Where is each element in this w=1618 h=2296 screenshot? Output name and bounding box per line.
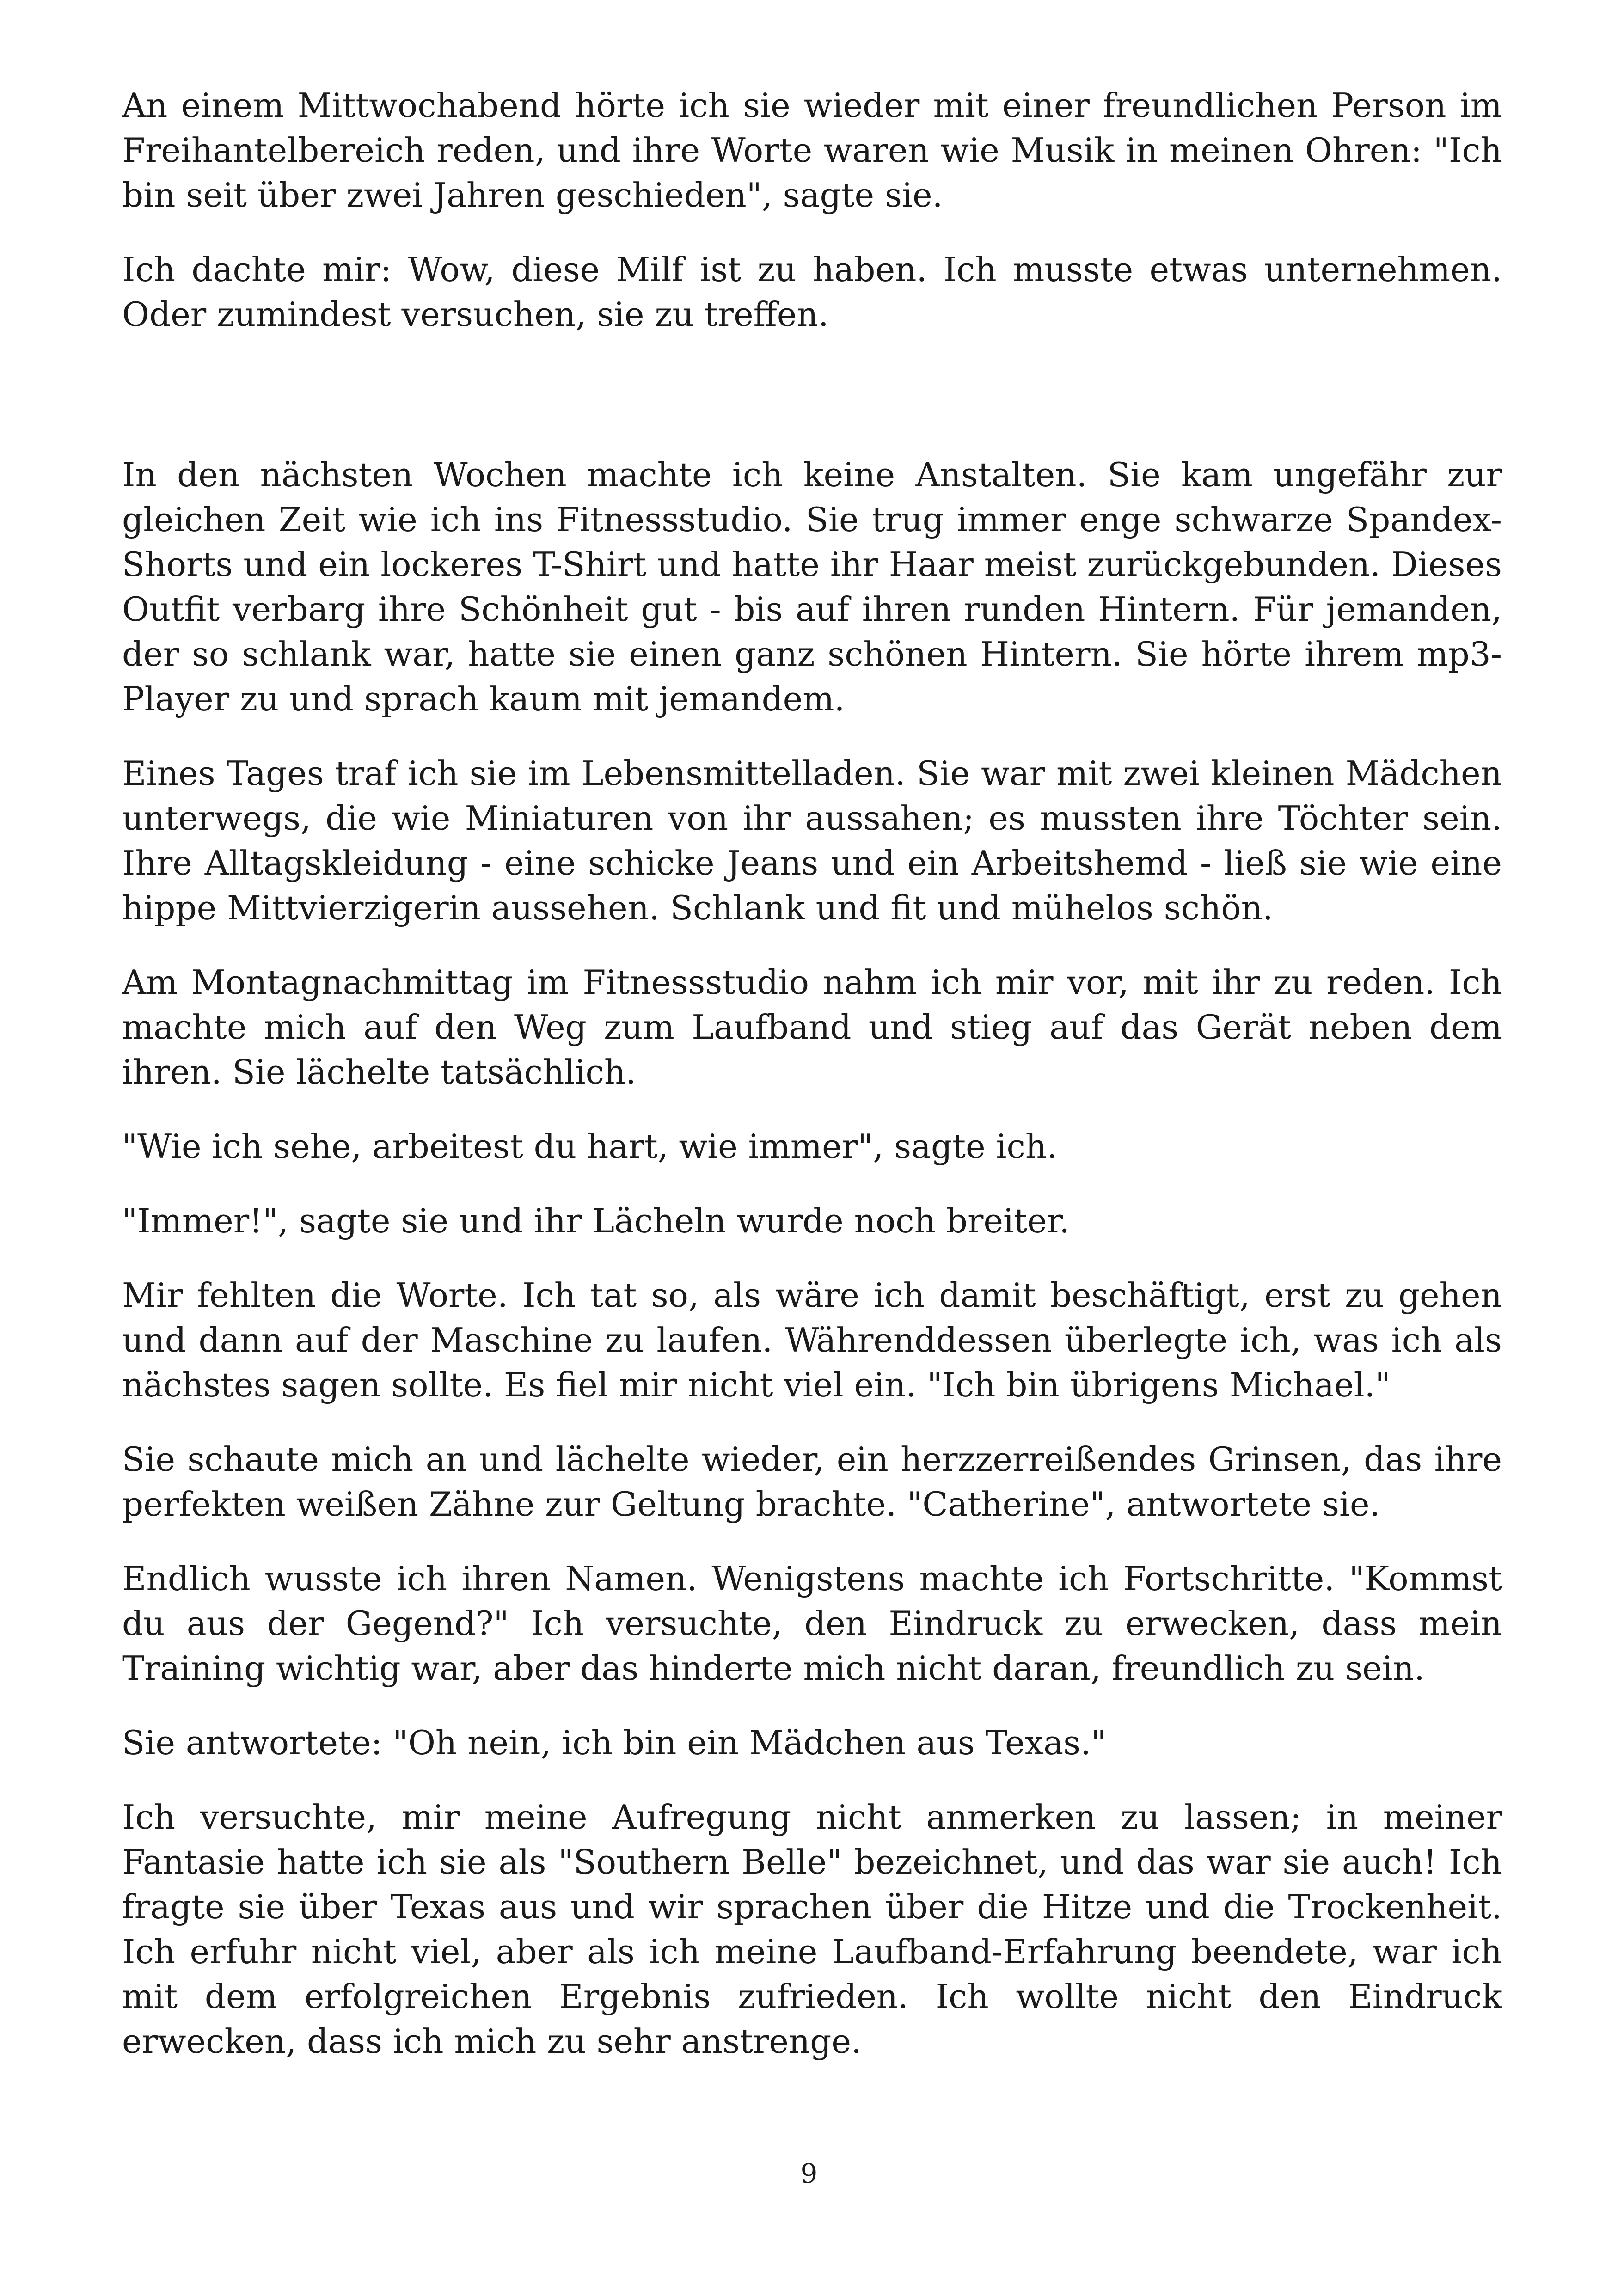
paragraph: Ich versuchte, mir meine Aufregung nicht anmerken zu lassen; in meiner Fantasie hatte ich sie als "Southern Belle" bezeichnet, und das war sie auch! Ich fragte sie über Texas aus und wir sprachen über die Hitze und die Trockenheit. Ich erfuhr nicht viel, aber als ich meine Laufband-Erfahrung beendete, war ich mit dem erfolgreichen Ergebnis zufrieden. Ich wollte nicht den Eindruck erwecken, dass ich mich zu sehr anstrenge. bbox=[122, 1798, 1502, 2061]
paragraph: Eines Tages traf ich sie im Lebensmittelladen. Sie war mit zwei kleinen Mädchen unterwegs, die wie Miniaturen von ihr aussahen; es mussten ihre Töchter sein. Ihre Alltagskleidung - eine schicke Jeans und ein Arbeitshemd - ließ sie wie eine hippe Mittvierzigerin aussehen. Schlank und fit und mühelos schön. bbox=[122, 754, 1502, 927]
paragraph: "Wie ich sehe, arbeitest du hart, wie immer", sagte ich. bbox=[122, 1127, 1058, 1166]
paragraph: Sie antwortete: "Oh nein, ich bin ein Mädchen aus Texas." bbox=[122, 1723, 1107, 1762]
paragraph: Ich dachte mir: Wow, diese Milf ist zu haben. Ich musste etwas unternehmen. Oder zumindest versuchen, sie zu treffen. bbox=[122, 250, 1502, 334]
paragraph: Sie schaute mich an und lächelte wieder, ein herzzerreißendes Grinsen, das ihre perfekten weißen Zähne zur Geltung brachte. "Catherine", antwortete sie. bbox=[122, 1440, 1502, 1524]
paragraph: Am Montagnachmittag im Fitnessstudio nahm ich mir vor, mit ihr zu reden. Ich machte mich auf den Weg zum Laufband und stieg auf das Gerät neben dem ihren. Sie lächelte tatsächlich. bbox=[122, 963, 1502, 1091]
paragraph: An einem Mittwochabend hörte ich sie wieder mit einer freundlichen Person im Freihantelbereich reden, und ihre Worte waren wie Musik in meinen Ohren: "Ich bin seit über zwei Jahren geschieden", sagte sie. bbox=[122, 86, 1502, 214]
paragraph: Mir fehlten die Worte. Ich tat so, als wäre ich damit beschäftigt, erst zu gehen und dann auf der Maschine zu laufen. Währenddessen überlegte ich, was ich als nächstes sagen sollte. Es fiel mir nicht viel ein. "Ich bin übrigens Michael." bbox=[122, 1276, 1502, 1404]
paragraph: Endlich wusste ich ihren Namen. Wenigstens machte ich Fortschritte. "Kommst du aus der Gegend?" Ich versuchte, den Eindruck zu erwecken, dass mein Training wichtig war, aber das hinderte mich nicht daran, freundlich zu sein. bbox=[122, 1559, 1502, 1688]
paragraph: In den nächsten Wochen machte ich keine Anstalten. Sie kam ungefähr zur gleichen Zeit wie ich ins Fitnessstudio. Sie trug immer enge schwarze Spandex-Shorts und ein lockeres T-Shirt und hatte ihr Haar meist zurückgebunden. Dieses Outfit verbarg ihre Schönheit gut - bis auf ihren runden Hintern. Für jemanden, der so schlank war, hatte sie einen ganz schönen Hintern. Sie hörte ihrem mp3-Player zu und sprach kaum mit jemandem. bbox=[122, 455, 1502, 718]
body-text bbox=[122, 83, 1502, 2094]
paragraph: "Immer!", sagte sie und ihr Lächeln wurde noch breiter. bbox=[122, 1201, 1070, 1240]
page-number: 9 bbox=[800, 2158, 818, 2189]
